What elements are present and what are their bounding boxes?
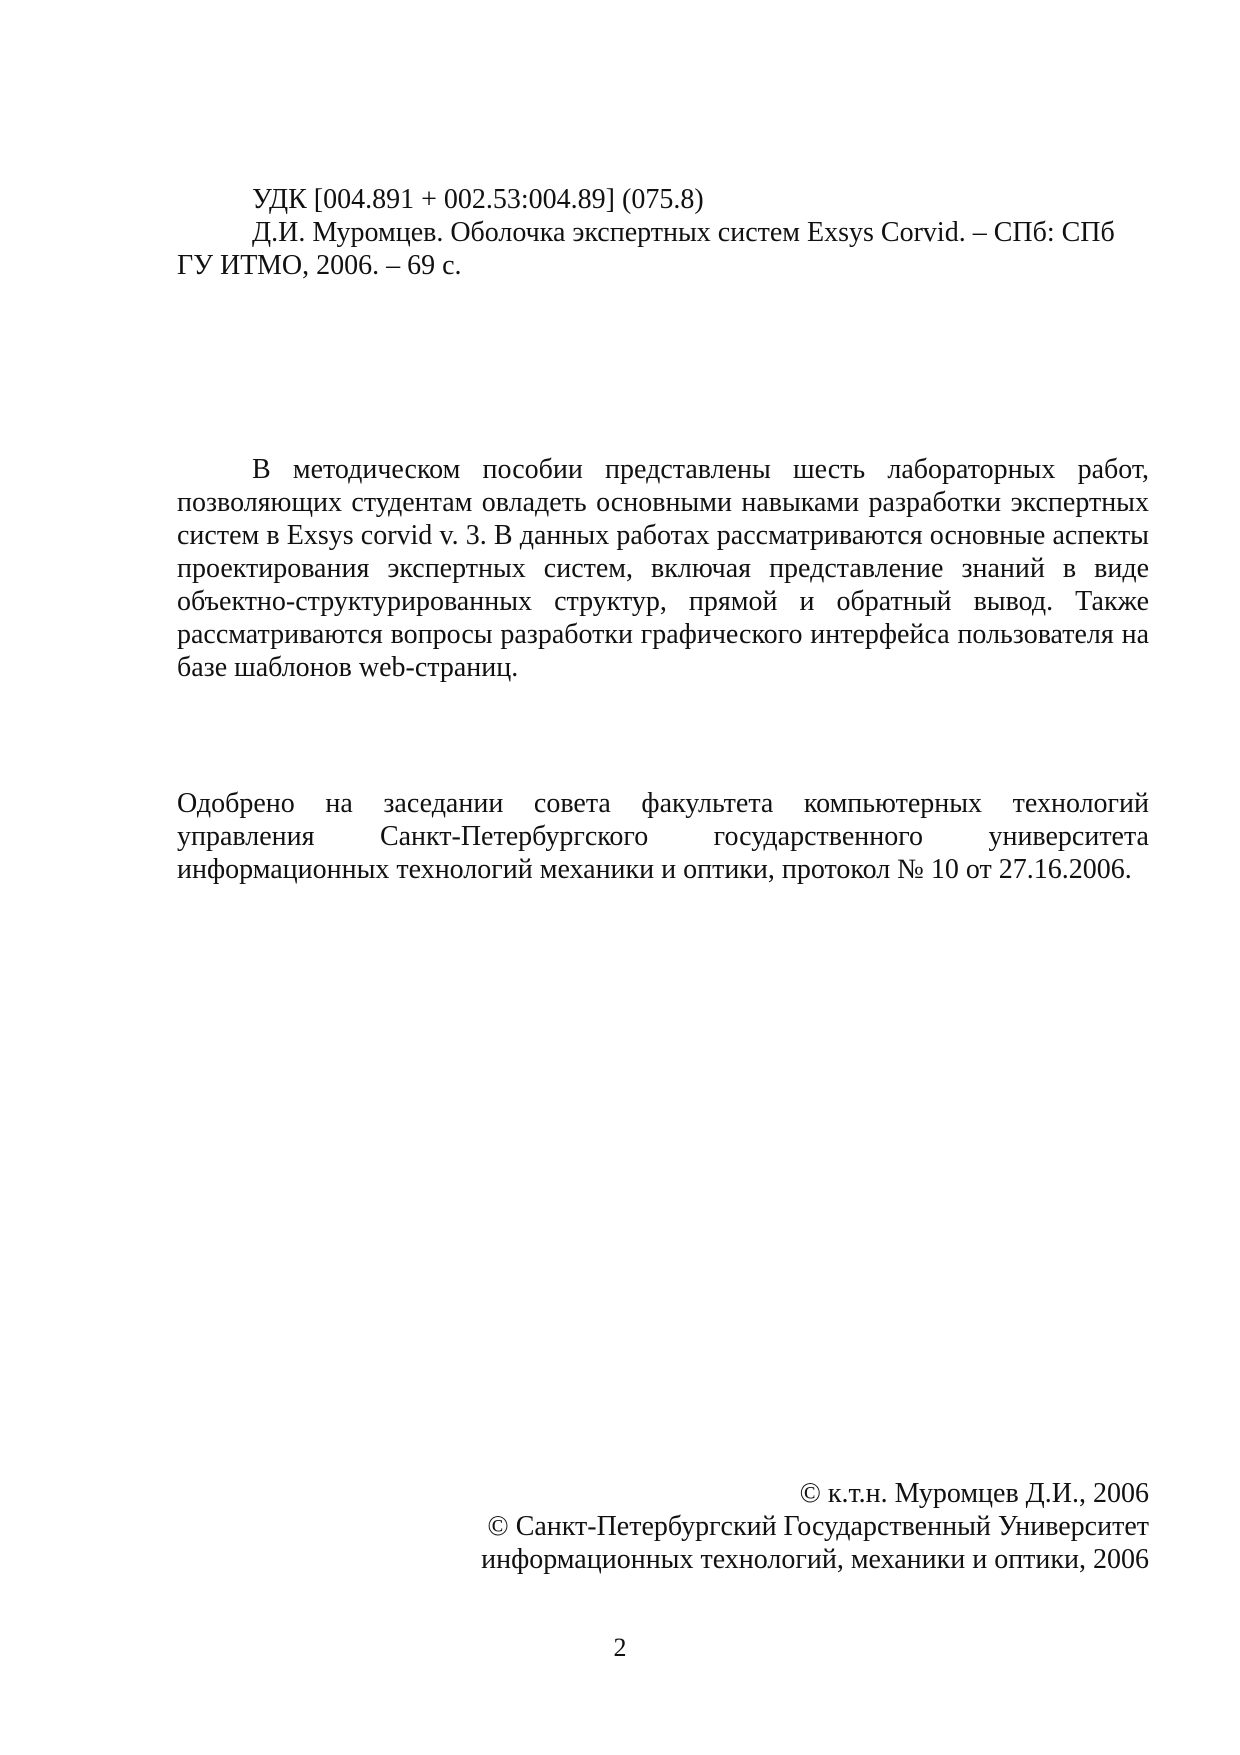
bibliographic-reference: Д.И. Муромцев. Оболочка экспертных систем Exsys Corvid. – СПб: СПб ГУ ИТМО, 2006. – 69 с. [177, 217, 1115, 281]
approval-block [177, 787, 1149, 886]
copyright-institution-line2: информационных технологий, механики и оптики, 2006 [481, 1544, 1149, 1575]
page-number: 2 [613, 1633, 627, 1662]
copyright-author: © к.т.н. Муромцев Д.И., 2006 [799, 1478, 1149, 1509]
abstract-block [177, 453, 1149, 684]
approval-text: Одобрено на заседании совета факультета компьютерных технологий управления Санкт-Петербургского государственного университета информационных технологий механики и оптики, протокол № 10 от 27.16.2006. [177, 788, 1149, 885]
bibliographic-block [177, 183, 1149, 282]
copyright-block [429, 1477, 1149, 1576]
udk-code: УДК [004.891 + 002.53:004.89] (075.8) [252, 184, 704, 215]
copyright-institution-line1: © Санкт-Петербургский Государственный Университет [487, 1511, 1149, 1542]
abstract-text: В методическом пособии представлены шесть лабораторных работ, позволяющих студентам овладеть основными навыками разработки экспертных систем в Exsys corvid v. 3. В данных работах рассматриваются основные аспекты проектирования экспертных систем, включая представление знаний в виде объектно-структурированных структур, прямой и обратный вывод. Также рассматриваются вопросы разработки графического интерфейса пользователя на базе шаблонов web-страниц. [177, 454, 1149, 683]
